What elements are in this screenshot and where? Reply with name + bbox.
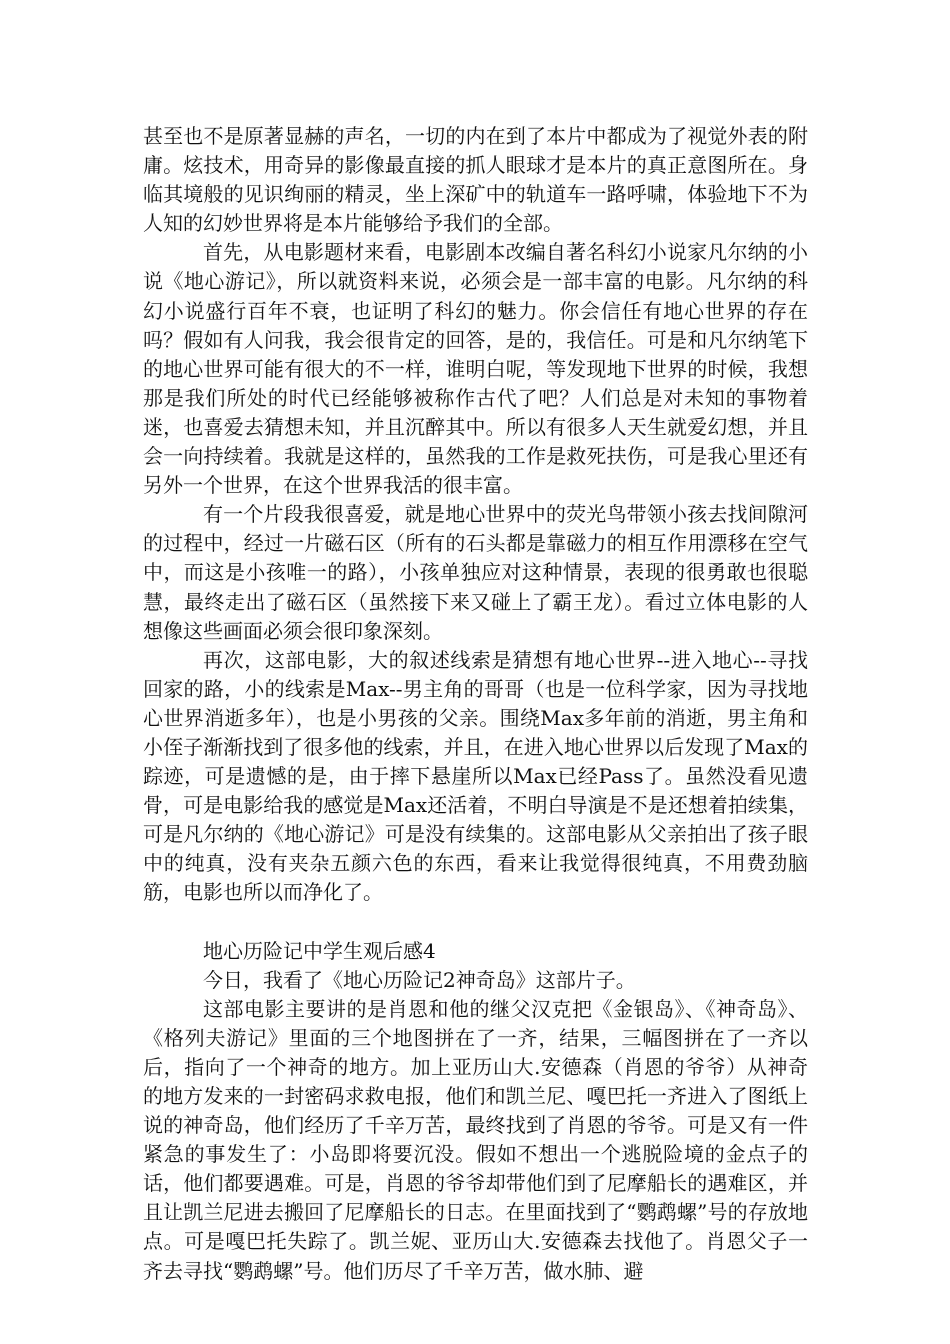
paragraph-4: 再次，这部电影，大的叙述线索是猜想有地心世界--进入地心--寻找回家的路，小的线索是Max--男主角的哥哥（也是一位科学家，因为寻找地心世界消逝多年），也是小男孩的父亲。围绕Max多年前的消逝，男主角和小侄子渐渐找到了很多他的线索，并且，在进入地心世界以后发现了Max的踪迹，可是遗憾的是，由于摔下悬崖所以Max已经Pass了。虽然没看见遗骨，可是电影给我的感觉是Max还活着，不明白导演是不是还想着拍续集，可是凡尔纳的《地心游记》可是没有续集的。这部电影从父亲拍出了孩子眼中的纯真，没有夹杂五颜六色的东西，看来让我觉得很纯真，不用费劲脑筋，电影也所以而净化了。 <box>143 647 808 905</box>
paragraph-6: 这部电影主要讲的是肖恩和他的继父汉克把《金银岛》、《神奇岛》、《格列夫游记》里面的三个地图拼在了一齐，结果，三幅图拼在了一齐以后，指向了一个神奇的地方。加上亚历山大.安德森（肖恩的爷爷）从神奇的地方发来的一封密码求救电报，他们和凯兰尼、嘎巴托一齐进入了图纸上说的神奇岛，他们经历了千辛万苦，最终找到了肖恩的爷爷。可是又有一件紧急的事发生了：小岛即将要沉没。假如不想出一个逃脱险境的金点子的话，他们都要遇难。可是，肖恩的爷爷却带他们到了尼摩船长的遇难区，并且让凯兰尼进去搬回了尼摩船长的日志。在里面找到了“鹦鹉螺”号的存放地点。可是嘎巴托失踪了。凯兰妮、亚历山大.安德森去找他了。肖恩父子一齐去寻找“鹦鹉螺”号。他们历尽了千辛万苦，做水肺、避 <box>143 996 808 1283</box>
blank-line <box>143 908 808 937</box>
section-heading: 地心历险记中学生观后感4 <box>203 938 436 963</box>
document-body <box>143 122 808 1286</box>
paragraph-2: 首先，从电影题材来看，电影剧本改编自著名科幻小说家凡尔纳的小说《地心游记》，所以就资料来说，必须会是一部丰富的电影。凡尔纳的科幻小说盛行百年不衰，也证明了科幻的魅力。你会信任有地心世界的存在吗？假如有人问我，我会很肯定的回答，是的，我信任。可是和凡尔纳笔下的地心世界可能有很大的不一样，谁明白呢，等发现地下世界的时候，我想那是我们所处的时代已经能够被称作古代了吧？人们总是对未知的事物着迷，也喜爱去猜想未知，并且沉醉其中。所以有很多人天生就爱幻想，并且会一向持续着。我就是这样的，虽然我的工作是救死扶伤，可是我心里还有另外一个世界，在这个世界我活的很丰富。 <box>143 240 808 498</box>
paragraph-3: 有一个片段我很喜爱，就是地心世界中的荧光鸟带领小孩去找间隙河的过程中，经过一片磁石区（所有的石头都是靠磁力的相互作用漂移在空气中，而这是小孩唯一的路），小孩单独应对这种情景，表现的很勇敢也很聪慧，最终走出了磁石区（虽然接下来又碰上了霸王龙）。看过立体电影的人想像这些画面必须会很印象深刻。 <box>143 502 808 643</box>
paragraph-5: 今日，我看了《地心历险记2神奇岛》这部片子。 <box>203 967 636 992</box>
paragraph-1: 甚至也不是原著显赫的声名，一切的内在到了本片中都成为了视觉外表的附庸。炫技术，用奇异的影像最直接的抓人眼球才是本片的真正意图所在。身临其境般的见识绚丽的精灵，坐上深矿中的轨道车一路呼啸，体验地下不为人知的幻妙世界将是本片能够给予我们的全部。 <box>143 124 808 236</box>
